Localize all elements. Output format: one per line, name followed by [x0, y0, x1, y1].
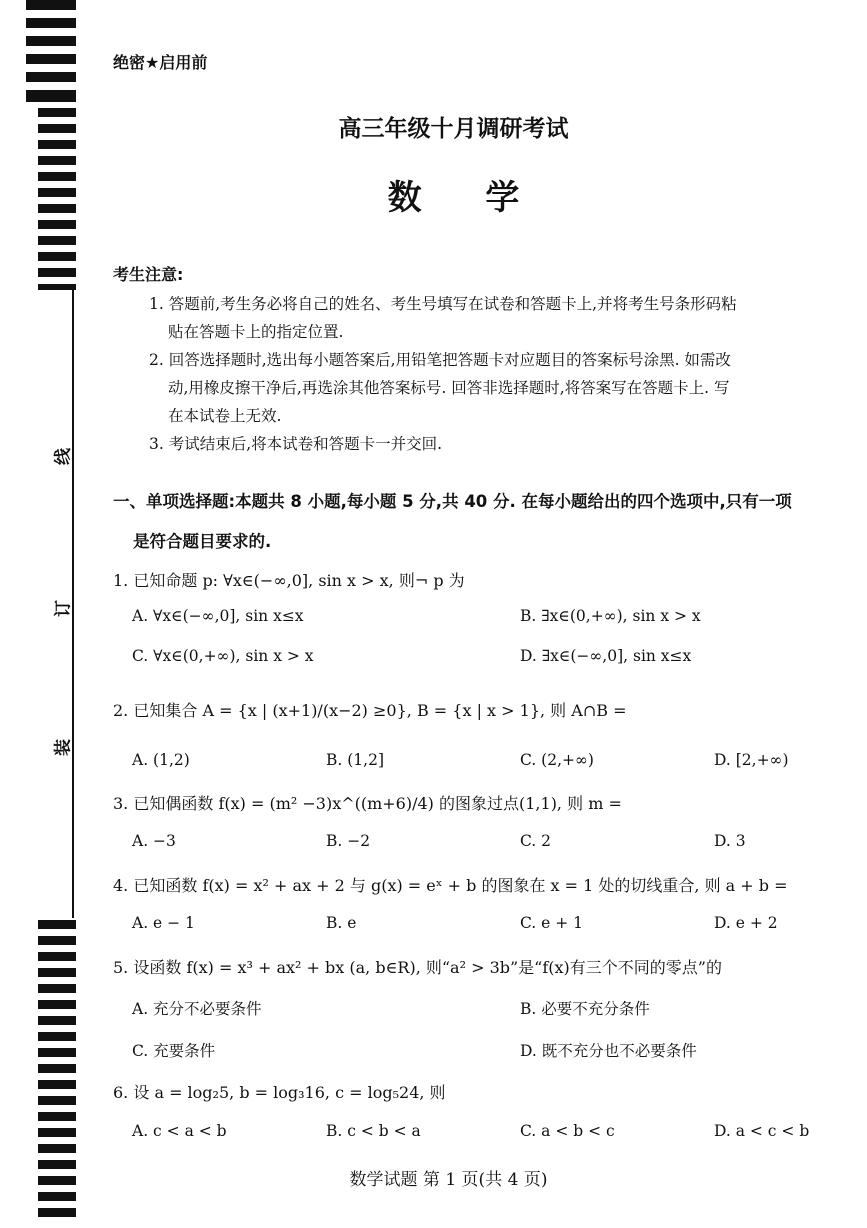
option-c: C. a < b < c: [520, 1122, 615, 1140]
option-a: A. c < a < b: [132, 1122, 227, 1140]
option-a: A. 充分不必要条件: [132, 1000, 262, 1018]
option-b: B. (1,2]: [326, 751, 384, 769]
notice-line: 在本试卷上无效.: [168, 407, 282, 425]
option-d: D. ∃x∈(−∞,0], sin x≤x: [520, 647, 692, 665]
option-c: C. e + 1: [520, 914, 584, 932]
binding-label-order: 订: [53, 600, 74, 617]
binding-label-line: 线: [53, 448, 74, 465]
option-a: A. −3: [132, 832, 176, 850]
option-d: D. 3: [714, 832, 746, 850]
question-stem: 1. 已知命题 p: ∀x∈(−∞,0], sin x > x, 则¬ p 为: [113, 571, 465, 590]
subject-title: 数 学: [387, 178, 546, 218]
binding-label-bind: 装: [53, 739, 74, 756]
notice-line: 贴在答题卡上的指定位置.: [168, 323, 344, 341]
section-heading-cont: 是符合题目要求的.: [133, 532, 272, 551]
option-c: C. 2: [520, 832, 552, 850]
option-d: D. 既不充分也不必要条件: [520, 1042, 697, 1060]
option-c: C. 充要条件: [132, 1042, 216, 1060]
question-stem: 6. 设 a = log₂5, b = log₃16, c = log₅24, 则: [113, 1083, 446, 1102]
option-a: A. ∀x∈(−∞,0], sin x≤x: [132, 607, 304, 625]
option-d: D. a < c < b: [714, 1122, 810, 1140]
secret-label: 绝密★启用前: [113, 53, 208, 72]
option-d: D. [2,+∞): [714, 751, 789, 769]
option-b: B. 必要不充分条件: [520, 1000, 650, 1018]
option-b: B. c < b < a: [326, 1122, 421, 1140]
option-d: D. e + 2: [714, 914, 778, 932]
notice-heading: 考生注意:: [113, 265, 184, 284]
question-stem: 2. 已知集合 A = {x | (x+1)/(x−2) ≥0}, B = {x | x > 1}, 则 A∩B =: [113, 701, 627, 720]
notice-line: 1. 答题前,考生务必将自己的姓名、考生号填写在试卷和答题卡上,并将考生号条形码粘: [149, 295, 737, 313]
notice-line: 3. 考试结束后,将本试卷和答题卡一并交回.: [149, 435, 443, 453]
option-b: B. ∃x∈(0,+∞), sin x > x: [520, 607, 701, 625]
exam-title: 高三年级十月调研考试: [338, 115, 569, 142]
question-stem: 3. 已知偶函数 f(x) = (m² −3)x^((m+6)/4) 的图象过点(1,1), 则 m =: [113, 794, 622, 813]
option-c: C. (2,+∞): [520, 751, 594, 769]
section-heading: 一、单项选择题:本题共 8 小题,每小题 5 分,共 40 分. 在每小题给出的四个选项中,只有一项: [113, 492, 792, 511]
question-stem: 5. 设函数 f(x) = x³ + ax² + bx (a, b∈R), 则“a² > 3b”是“f(x)有三个不同的零点”的: [113, 958, 722, 977]
option-a: A. e − 1: [132, 914, 195, 932]
notice-line: 2. 回答选择题时,选出每小题答案后,用铅笔把答题卡对应题目的答案标号涂黑. 如需改: [149, 351, 731, 369]
page-footer: 数学试题 第 1 页(共 4 页): [349, 1170, 548, 1190]
notice-line: 动,用橡皮擦干净后,再选涂其他答案标号. 回答非选择题时,将答案写在答题卡上. 写: [168, 379, 730, 397]
option-b: B. e: [326, 914, 357, 932]
option-a: A. (1,2): [132, 751, 190, 769]
option-b: B. −2: [326, 832, 371, 850]
option-c: C. ∀x∈(0,+∞), sin x > x: [132, 647, 314, 665]
question-stem: 4. 已知函数 f(x) = x² + ax + 2 与 g(x) = eˣ + b 的图象在 x = 1 处的切线重合, 则 a + b =: [113, 876, 788, 895]
